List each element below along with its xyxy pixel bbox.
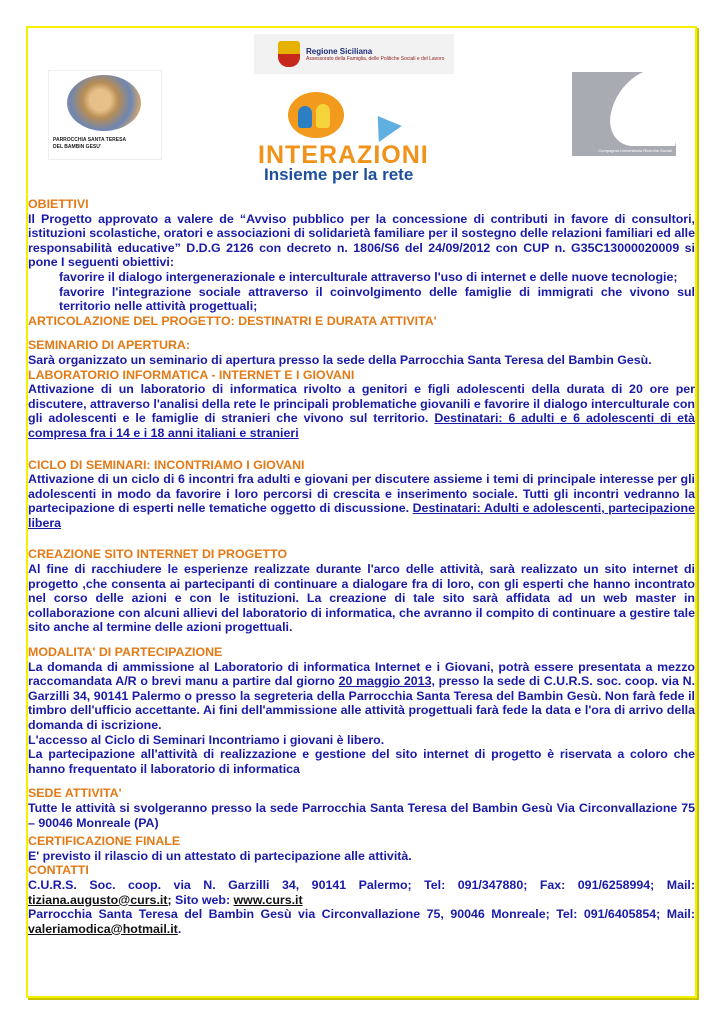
interazioni-logo — [246, 86, 460, 186]
laboratorio-destinatari: Destinatari: 6 adulti e 6 adolescenti di età compresa fra i 14 e i 18 anni italiani e stranieri — [28, 411, 695, 440]
regione-title: Regione Siciliana — [306, 46, 373, 56]
regione-siciliana-logo — [254, 34, 454, 74]
articolazione-heading: ARTICOLAZIONE DEL PROGETTO: DESTINATRI E DURATA ATTIVITA' — [28, 313, 437, 328]
list-item: favorire il dialogo intergenerazionale e interculturale attraverso l'uso di internet e delle nuove tecnologie; — [59, 269, 678, 284]
obiettivi-paragraph: Il Progetto approvato a valere de “Avviso pubblico per la concessione di contributi in favore di consultori, istituzioni scolastiche, oratori e associazioni di solidarietà familiare per il sostegno delle relazioni familiari ed alle responsabilità educative” D.D.G 2126 con decreto n. 1806/S6 del 24/09/2012 con CUP n. G35C13000020009 si pone I seguenti obiettivi: — [28, 211, 695, 270]
logo-header — [28, 28, 695, 196]
ciclo-destinatari: Destinatari: Adulti e adolescenti, partecipazione libera — [28, 501, 695, 530]
curs-name: CURS — [647, 138, 670, 147]
curs-subtitle: Compagnia Universitaria Ricerche Sociali — [598, 148, 672, 153]
people-icon — [288, 92, 344, 138]
sito-paragraph: Al fine di racchiudere le esperienze realizzate durante l'arco delle attività, sarà realizzato un sito internet di progetto ,che consenta ai partecipanti di continuare a dialogare fra di loro, con gli esperti che hanno incontrato nel corso delle azioni e con le istituzioni. La creazione di tale sito sarà affidata ad un web master in collaborazione con alcuni allievi del laboratorio di informatica, che avranno il compito di continuare a gestire tale sito anche al termine delle azioni progettuali. — [28, 562, 695, 635]
modalita-date: 20 maggio 2013, — [338, 674, 435, 689]
regione-subtitle: Assessorato della Famiglia, delle Politiche Sociali e del Lavoro — [306, 55, 445, 62]
curs-website-link[interactable]: www.curs.it — [233, 892, 303, 907]
cursor-icon — [366, 108, 402, 142]
laboratorio-paragraph: Attivazione di un laboratorio di informatica rivolto a genitori e figli adolescenti della durata di 20 ore per discutere, attraverso l'analisi della rete le principali problematiche giovanili e favorire il dialogo interculturale con gli adolescenti e le famiglie di stranieri che vivono sul territorio. Destinatari: 6 adulti e 6 adolescenti di età compresa fra i 14 e i 18 anni italiani e stranieri — [28, 382, 695, 440]
profile-silhouette-icon — [605, 72, 676, 146]
sede-paragraph: Tutte le attività si svolgeranno presso la sede Parrocchia Santa Teresa del Bambin Gesù Via Circonvallazione 75 – 90046 Monreale (PA) — [28, 800, 695, 830]
certificazione-heading: CERTIFICAZIONE FINALE — [28, 834, 181, 849]
list-item: favorire l'integrazione sociale attraverso il coinvolgimento delle famiglie di immigrati che vivono sul territorio nelle attività progettuali; — [59, 284, 695, 314]
certificazione-paragraph: E' previsto il rilascio di un attestato di partecipazione alle attività. — [28, 848, 412, 863]
sito-heading: CREAZIONE SITO INTERNET DI PROGETTO — [28, 547, 288, 562]
modalita-line-2: L'accesso al Ciclo di Seminari Incontriamo i giovani è libero. — [28, 732, 385, 747]
document-body — [28, 197, 695, 936]
contatti-parrocchia: Parrocchia Santa Teresa del Bambin Gesù via Circonvallazione 75, 90046 Monreale; Tel: 091/6405854; Mail: valeriamodica@hotmail.it. — [28, 907, 695, 936]
curs-logo — [572, 72, 676, 156]
parrocchia-email-link[interactable]: valeriamodica@hotmail.it — [28, 921, 178, 936]
interazioni-subtitle: Insieme per la rete — [264, 165, 414, 184]
interazioni-title: INTERAZIONI — [258, 141, 429, 169]
laboratorio-heading: LABORATORIO INFORMATICA - INTERNET E I GIOVANI — [28, 367, 355, 382]
modalita-line-3: La partecipazione all'attività di realizzazione e gestione del sito internet di progetto è riservata a coloro che hanno frequentato il laboratorio di informatica — [28, 747, 695, 776]
regione-crest-icon — [278, 41, 300, 67]
seminario-heading: SEMINARIO DI APERTURA: — [28, 338, 190, 353]
modalita-paragraph: La domanda di ammissione al Laboratorio di informatica Internet e i Giovani, potrà essere presentata a mezzo raccomandata A/R o brevi manu a partire dal giorno 20 maggio 2013, presso la sede di C.U.R.S. soc. coop. via N. Garzilli 34, 90141 Palermo o presso la segreteria della Parrocchia Santa Teresa del Bambin Gesù. Non farà fede il timbro dell'ufficio accettante. Ai fini dell'ammissione alle attività progettuali farà fede la data e l'ora di arrivo della domanda di iscrizione. — [28, 659, 696, 732]
obiettivi-list — [28, 270, 695, 314]
contatti-heading: CONTATTI — [28, 863, 89, 878]
sede-heading: SEDE ATTIVITA' — [28, 786, 122, 801]
parrocchia-image — [67, 75, 141, 131]
contatti-curs: C.U.R.S. Soc. coop. via N. Garzilli 34, 90141 Palermo; Tel: 091/347880; Fax: 091/6258994; Mail: tiziana.augusto@curs.it; Sito web: www.curs.it — [28, 877, 695, 907]
seminario-paragraph: Sarà organizzato un seminario di apertura presso la sede della Parrocchia Santa Teresa del Bambin Gesù. — [28, 352, 652, 367]
parrocchia-caption: PARROCCHIA SANTA TERESA DEL BAMBIN GESU' — [53, 137, 127, 150]
curs-email-link[interactable]: tiziana.augusto@curs.it; — [28, 892, 172, 907]
modalita-heading: MODALITA' DI PARTECIPAZIONE — [28, 645, 223, 660]
parrocchia-logo — [48, 70, 162, 160]
obiettivi-heading: OBIETTIVI — [28, 197, 89, 211]
ciclo-heading: CICLO DI SEMINARI: INCONTRIAMO I GIOVANI — [28, 457, 305, 472]
ciclo-paragraph: Attivazione di un ciclo di 6 incontri fra adulti e giovani per discutere assieme i temi di principale interesse per gli adolescenti in modo da favorire i loro percorsi di crescita e inserimento sociale. Tutti gli incontri vedranno la partecipazione di esperti nelle tematiche oggetto di discussione. Destinatari: Adulti e adolescenti, partecipazione libera — [28, 472, 695, 530]
document-page — [26, 26, 697, 998]
